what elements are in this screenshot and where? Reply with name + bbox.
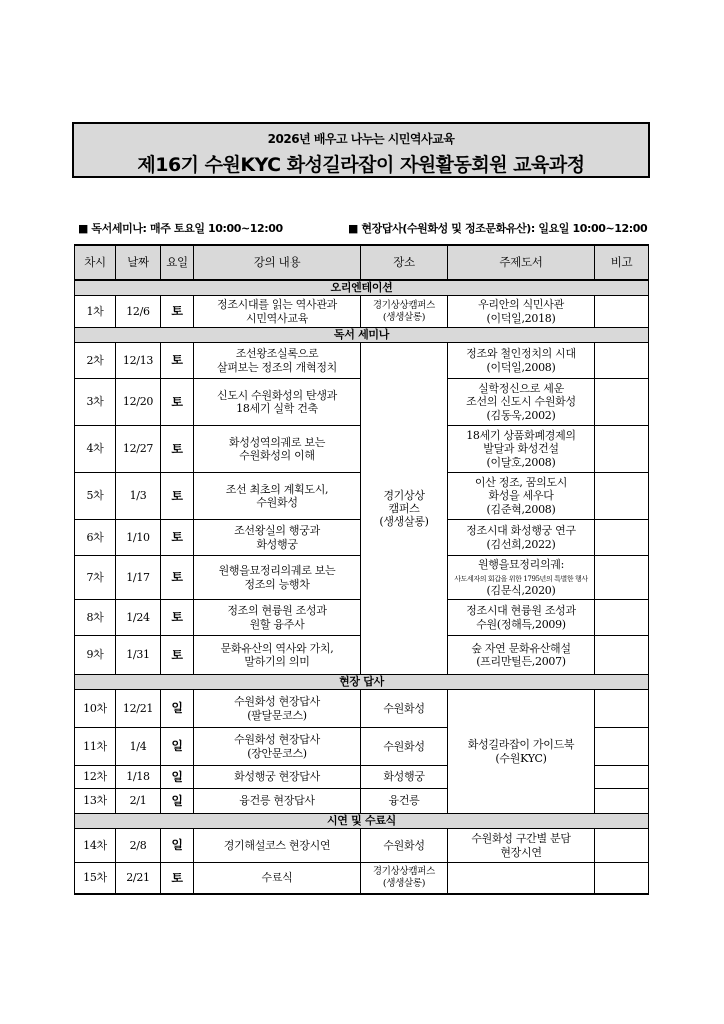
session-date: 1/4: [116, 728, 161, 766]
session-no: 1차: [75, 296, 116, 328]
session-content: 수원화성 현장답사 (팔달문코스): [194, 690, 361, 728]
reading-seminar-info: ■ 독서세미나: 매주 토요일 10:00~12:00: [78, 222, 283, 235]
session-book: 정조와 철인정치의 시대 (이덕일,2008): [448, 343, 595, 379]
col-header-no: 차시: [75, 245, 116, 280]
session-no: 13차: [75, 789, 116, 814]
session-note: [595, 690, 649, 728]
session-book: 이산 정조, 꿈의도시 화성을 세우다 (김준혁,2008): [448, 473, 595, 520]
session-no: 8차: [75, 600, 116, 636]
session-note: [595, 379, 649, 426]
session-content: 조선왕실의 행궁과 화성행궁: [194, 520, 361, 556]
col-header-day: 요일: [161, 245, 194, 280]
col-header-place: 장소: [361, 245, 448, 280]
session-day: 일: [161, 690, 194, 728]
session-book: 수원화성 구간별 분담 현장시연: [448, 829, 595, 863]
session-content: 융건릉 현장답사: [194, 789, 361, 814]
session-note: [595, 473, 649, 520]
table-row: [75, 690, 649, 728]
session-no: 14차: [75, 829, 116, 863]
session-book: 원행을묘정리의궤: 사도세자의 회갑을 위한 1795년의 특별한 행사 (김문식,2020): [448, 556, 595, 600]
table-row: [75, 296, 649, 328]
col-header-book: 주제도서: [448, 245, 595, 280]
session-date: 1/18: [116, 766, 161, 789]
session-no: 2차: [75, 343, 116, 379]
section-reading-seminar: 독서 세미나: [75, 328, 649, 343]
session-date: 1/3: [116, 473, 161, 520]
session-book: 18세기 상품화폐경제의 발달과 화성건설 (이달호,2008): [448, 426, 595, 473]
section-field-trip: 현장 답사: [75, 675, 649, 690]
session-book: 실학정신으로 세운 조선의 신도시 수원화성 (김동욱,2002): [448, 379, 595, 426]
table-row: [75, 343, 649, 379]
session-content: 정조의 현륭원 조성과 원할 융주사: [194, 600, 361, 636]
session-date: 1/17: [116, 556, 161, 600]
session-place: 융건릉: [361, 789, 448, 814]
session-no: 3차: [75, 379, 116, 426]
session-content: 화성행궁 현장답사: [194, 766, 361, 789]
session-no: 5차: [75, 473, 116, 520]
session-day: 일: [161, 829, 194, 863]
session-note: [595, 789, 649, 814]
session-no: 11차: [75, 728, 116, 766]
session-no: 9차: [75, 636, 116, 675]
session-date: 12/21: [116, 690, 161, 728]
session-place: 수원화성: [361, 690, 448, 728]
session-no: 10차: [75, 690, 116, 728]
session-book: 정조시대 현륭원 조성과 수원(정해득,2009): [448, 600, 595, 636]
session-no: 4차: [75, 426, 116, 473]
session-note: [595, 829, 649, 863]
session-day: 토: [161, 379, 194, 426]
session-content: 원행을묘정리의궤로 보는 정조의 능행차: [194, 556, 361, 600]
session-date: 2/8: [116, 829, 161, 863]
session-date: 12/13: [116, 343, 161, 379]
session-note: [595, 636, 649, 675]
section-orientation: 오리엔테이션: [75, 280, 649, 296]
session-book: [448, 863, 595, 894]
session-content: 정조시대를 읽는 역사관과 시민역사교육: [194, 296, 361, 328]
session-date: 12/27: [116, 426, 161, 473]
session-no: 15차: [75, 863, 116, 894]
title-box: [72, 122, 650, 178]
schedule-table: [74, 244, 649, 895]
section-demo-graduation: 시연 및 수료식: [75, 814, 649, 829]
session-date: 2/21: [116, 863, 161, 894]
session-day: 토: [161, 343, 194, 379]
session-content: 화성성역의궤로 보는 수원화성의 이해: [194, 426, 361, 473]
page-title: 제16기 수원KYC 화성길라잡이 자원활동회원 교육과정: [137, 154, 585, 176]
session-day: 일: [161, 766, 194, 789]
subtitle: 2026년 배우고 나누는 시민역사교육: [267, 132, 455, 146]
session-no: 12차: [75, 766, 116, 789]
session-note: [595, 296, 649, 328]
field-trip-info: ■ 현장답사(수원화성 및 정조문화유산): 일요일 10:00~12:00: [348, 222, 648, 235]
session-note: [595, 766, 649, 789]
reading-seminar-place: 경기상상 캠퍼스 (생생살롱): [361, 343, 448, 675]
col-header-content: 강의 내용: [194, 245, 361, 280]
session-note: [595, 520, 649, 556]
session-note: [595, 426, 649, 473]
session-book: 정조시대 화성행궁 연구 (김선희,2022): [448, 520, 595, 556]
session-content: 신도시 수원화성의 탄생과 18세기 실학 건축: [194, 379, 361, 426]
session-date: 12/6: [116, 296, 161, 328]
session-date: 1/24: [116, 600, 161, 636]
session-day: 토: [161, 473, 194, 520]
session-note: [595, 600, 649, 636]
session-content: 문화유산의 역사와 가치, 말하기의 의미: [194, 636, 361, 675]
session-place: 경기상상캠퍼스 (생생살롱): [361, 296, 448, 328]
session-day: 일: [161, 789, 194, 814]
session-day: 토: [161, 636, 194, 675]
field-trip-book: 화성길라잡이 가이드북 (수원KYC): [448, 690, 595, 814]
col-header-note: 비고: [595, 245, 649, 280]
session-content: 조선왕조실록으로 살펴보는 정조의 개혁정치: [194, 343, 361, 379]
session-place: 화성행궁: [361, 766, 448, 789]
session-note: [595, 863, 649, 894]
session-date: 1/10: [116, 520, 161, 556]
table-header-row: [75, 245, 649, 280]
session-date: 12/20: [116, 379, 161, 426]
session-place: 수원화성: [361, 829, 448, 863]
session-content: 조선 최초의 계획도시, 수원화성: [194, 473, 361, 520]
col-header-date: 날짜: [116, 245, 161, 280]
session-book: 숲 자연 문화유산해설 (프리만틸든,2007): [448, 636, 595, 675]
session-content: 경기해설코스 현장시연: [194, 829, 361, 863]
session-content: 수료식: [194, 863, 361, 894]
session-date: 1/31: [116, 636, 161, 675]
table-row: [75, 863, 649, 894]
session-note: [595, 343, 649, 379]
session-no: 6차: [75, 520, 116, 556]
session-no: 7차: [75, 556, 116, 600]
session-place: 수원화성: [361, 728, 448, 766]
session-note: [595, 728, 649, 766]
session-content: 수원화성 현장답사 (장안문코스): [194, 728, 361, 766]
table-row: [75, 829, 649, 863]
session-day: 토: [161, 556, 194, 600]
session-note: [595, 556, 649, 600]
session-day: 토: [161, 863, 194, 894]
session-place: 경기상상캠퍼스 (생생살롱): [361, 863, 448, 894]
session-book: 우리안의 식민사관 (이덕일,2018): [448, 296, 595, 328]
session-day: 토: [161, 296, 194, 328]
session-date: 2/1: [116, 789, 161, 814]
session-day: 토: [161, 600, 194, 636]
session-day: 토: [161, 426, 194, 473]
session-day: 토: [161, 520, 194, 556]
session-day: 일: [161, 728, 194, 766]
